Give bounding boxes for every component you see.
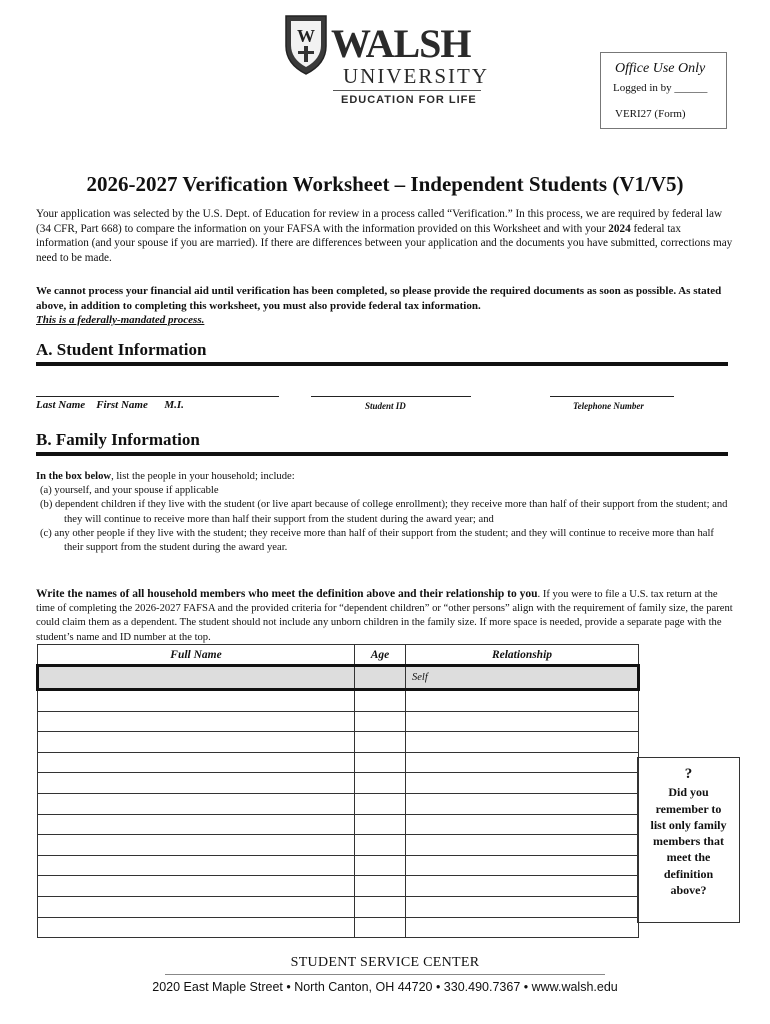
relationship-cell[interactable] — [406, 814, 639, 835]
page-title: 2026-2027 Verification Worksheet – Independent Students (V1/V5) — [86, 172, 684, 196]
age-cell[interactable] — [355, 855, 406, 876]
office-use-box — [600, 52, 727, 129]
svg-text:W: W — [297, 26, 315, 46]
relationship-cell: Self — [406, 666, 639, 690]
name-cell[interactable] — [38, 732, 355, 753]
section-a-heading: A. Student Information — [36, 340, 207, 359]
reminder-text: Did you remember to list only family members that meet the definition above? — [650, 785, 727, 898]
family-instructions: In the box below, list the people in your household; include: (a) yourself, and your spouse if applicable (b) dependent children if they live with the student (or live apart because of college enrollment); they receive more than half of their support from the student; and they will continue to receive more than half their support from the student during the award year; and (c) any other people if they live with the student; they receive more than half of their support from the student; and they will continue to receive more than half their support from the student during the award year. — [36, 470, 736, 555]
age-cell[interactable] — [355, 752, 406, 773]
list-item: (c) any other people if they live with the student; they receive more than half of their support from the student; and they will continue to receive more than half their support from the student during the award year. — [40, 527, 714, 554]
age-cell[interactable] — [355, 876, 406, 897]
relationship-cell[interactable] — [406, 896, 639, 917]
name-cell[interactable] — [38, 773, 355, 794]
name-cell[interactable] — [38, 855, 355, 876]
table-row — [38, 855, 639, 876]
age-cell[interactable] — [355, 732, 406, 753]
telephone-label: Telephone Number — [573, 401, 644, 411]
table-row — [38, 835, 639, 856]
footer-address: 2020 East Maple Street • North Canton, OH 44720 • 330.490.7367 • www.walsh.edu — [152, 980, 618, 994]
relationship-cell[interactable] — [406, 711, 639, 732]
age-cell[interactable] — [355, 896, 406, 917]
section-a-rule — [36, 362, 728, 366]
name-cell[interactable] — [38, 752, 355, 773]
table-row — [38, 814, 639, 835]
section-b-heading: B. Family Information — [36, 430, 200, 449]
name-cell[interactable] — [38, 666, 355, 690]
telephone-field[interactable] — [550, 396, 674, 397]
table-row — [38, 793, 639, 814]
reminder-box — [637, 757, 740, 923]
student-id-field[interactable] — [311, 396, 471, 397]
section-b-rule — [36, 452, 728, 456]
name-cell[interactable] — [38, 896, 355, 917]
age-cell[interactable] — [355, 793, 406, 814]
age-cell[interactable] — [355, 773, 406, 794]
table-row — [38, 752, 639, 773]
office-use-title: Office Use Only — [615, 61, 706, 76]
student-name-label: Last Name First Name M.I. — [36, 399, 184, 411]
footer-divider — [165, 974, 605, 975]
footer-title: STUDENT SERVICE CENTER — [290, 955, 480, 970]
age-cell[interactable] — [355, 917, 406, 938]
crest-icon — [283, 12, 329, 76]
column-header-age: Age — [355, 645, 406, 666]
logo-wordmark: WALSH — [331, 21, 471, 66]
federal-mandate-note: This is a federally-mandated process. — [36, 314, 205, 326]
relationship-cell[interactable] — [406, 732, 639, 753]
student-id-label: Student ID — [365, 401, 406, 411]
intro-paragraph: Your application was selected by the U.S. Dept. of Education for review in a process called “Verification.” In this process, we are required by federal law (34 CFR, Part 668) to compare the information on your FAFSA with the information provided on this Worksheet and with your 2024 federal tax information (and your spouse if you are married). If there are differences between your application and the documents you have submitted, corrections may need to be made. — [36, 208, 733, 264]
relationship-cell[interactable] — [406, 773, 639, 794]
table-row — [38, 917, 639, 938]
question-mark-icon: ? — [684, 766, 693, 782]
household-instructions: Write the names of all household members who meet the definition above and their relationship to you. If you were to file a U.S. tax return at the time of completing the 2026-2027 FAFSA and the provided criteria for “dependent children” or “other persons” align with the requirement of family size, the parent could claim them as a dependent. The student should not include any unborn children in the family size. If more space is needed, provide a separate page with the student’s name and ID number at the top. — [36, 588, 733, 643]
age-cell[interactable] — [355, 711, 406, 732]
table-row — [38, 896, 639, 917]
relationship-cell[interactable] — [406, 917, 639, 938]
table-row — [38, 711, 639, 732]
relationship-cell[interactable] — [406, 835, 639, 856]
name-cell[interactable] — [38, 814, 355, 835]
table-row — [38, 876, 639, 897]
walsh-university-logo — [283, 10, 489, 106]
household-table — [36, 644, 640, 938]
table-row — [38, 732, 639, 753]
age-cell[interactable] — [355, 666, 406, 690]
relationship-cell[interactable] — [406, 752, 639, 773]
form-code: VERI27 (Form) — [615, 108, 686, 120]
table-row — [38, 773, 639, 794]
name-cell[interactable] — [38, 793, 355, 814]
table-row-self — [38, 666, 639, 690]
logged-in-by: Logged in by ______ — [613, 82, 708, 94]
relationship-cell[interactable] — [406, 876, 639, 897]
name-cell[interactable] — [38, 835, 355, 856]
column-header-relationship: Relationship — [406, 645, 639, 666]
name-cell[interactable] — [38, 917, 355, 938]
name-cell[interactable] — [38, 876, 355, 897]
column-header-full-name: Full Name — [38, 645, 355, 666]
logo-tagline: EDUCATION FOR LIFE — [341, 94, 477, 106]
age-cell[interactable] — [355, 835, 406, 856]
name-cell[interactable] — [38, 711, 355, 732]
relationship-cell[interactable] — [406, 793, 639, 814]
list-item: (a) yourself, and your spouse if applicable — [40, 485, 219, 497]
student-name-field[interactable] — [36, 396, 279, 397]
list-item: (b) dependent children if they live with the student (or live apart because of college enrollment); they receive more than half of their support from the student; and they will continue to receive more than half their support from the student during the award year; and — [40, 499, 728, 525]
relationship-cell[interactable] — [406, 855, 639, 876]
age-cell[interactable] — [355, 690, 406, 712]
processing-warning: We cannot process your financial aid until verification has been completed, so please provide the required documents as soon as possible. As stated above, in addition to completing this worksheet, you must also provide federal tax information. This is a federally-mandated process. — [36, 285, 722, 326]
table-row — [38, 690, 639, 712]
relationship-cell[interactable] — [406, 690, 639, 712]
name-cell[interactable] — [38, 690, 355, 712]
logo-university: UNIVERSITY — [343, 64, 489, 88]
age-cell[interactable] — [355, 814, 406, 835]
